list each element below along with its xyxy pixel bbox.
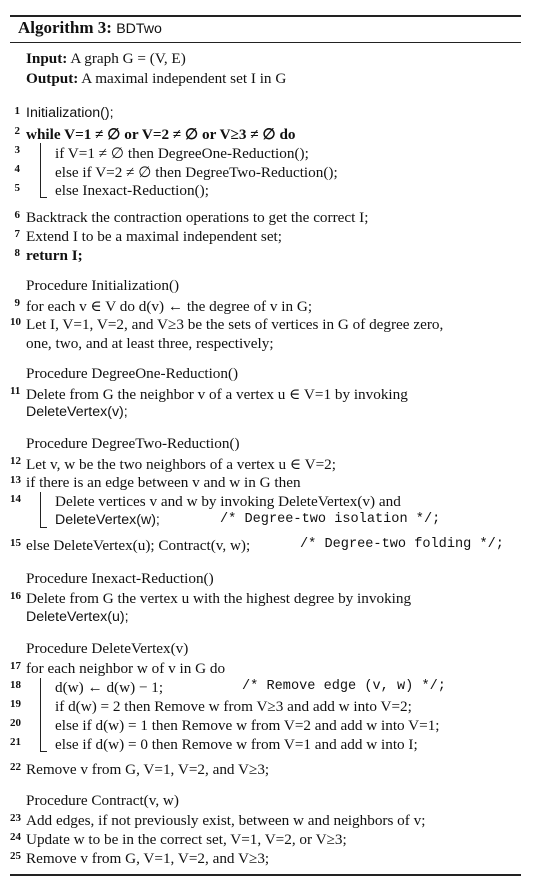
line-number: 7 <box>14 228 20 240</box>
line-text: Let I, V=1, V=2, and V≥3 be the sets of vertices in G of degree zero, <box>26 316 444 333</box>
line-text: return I; <box>26 247 83 264</box>
line-number: 9 <box>14 297 20 309</box>
line-text: Backtrack the contraction operations to get the correct I; <box>26 209 369 226</box>
line-text: if d(w) = 2 then Remove w from V≥3 and add w into V=2; <box>55 698 412 715</box>
line-text: if V=1 ≠ ∅ then DegreeOne-Reduction(); <box>55 145 309 162</box>
line-number: 19 <box>10 698 21 710</box>
line-number: 13 <box>10 474 21 486</box>
line-number: 25 <box>10 850 21 862</box>
for-block-bar <box>40 678 41 752</box>
procedure-header-text: Procedure DegreeOne-Reduction() <box>26 365 239 382</box>
bottom-rule <box>10 874 521 876</box>
line-number: 17 <box>10 660 21 672</box>
line-number: 10 <box>10 316 21 328</box>
line-number: 3 <box>14 144 20 156</box>
line-text: if there is an edge between v and w in G then <box>26 474 301 491</box>
output-line <box>26 70 286 88</box>
line-text: else if d(w) = 0 then Remove w from V=1 and add w into I; <box>55 736 418 753</box>
line-number: 4 <box>14 163 20 175</box>
line-text: Extend I to be a maximal independent set; <box>26 228 282 245</box>
line-number: 21 <box>10 736 21 748</box>
line-text: Initialization(); <box>26 105 114 121</box>
line-number: 16 <box>10 590 21 602</box>
comment-isolation: /* Degree-two isolation */; <box>220 512 441 527</box>
line-text: Remove v from G, V=1, V=2, and V≥3; <box>26 850 270 867</box>
line-text: else Inexact-Reduction(); <box>55 182 209 199</box>
line-number: 11 <box>10 385 21 397</box>
line-number: 6 <box>14 209 20 221</box>
procedure-initialization-header <box>26 277 179 295</box>
input-text: A graph G = (V, E) <box>70 50 186 67</box>
line-number: 22 <box>10 761 21 773</box>
procedure-inexact-header <box>26 570 214 588</box>
procedure-header-text: Procedure Contract(v, w) <box>26 792 179 809</box>
if-block-bar <box>40 492 41 528</box>
line-text: while V=1 ≠ ∅ or V=2 ≠ ∅ or V≥3 ≠ ∅ do <box>26 126 296 143</box>
line-number: 15 <box>10 537 21 549</box>
line-number: 20 <box>10 717 21 729</box>
line-text: DeleteVertex(u); <box>26 609 129 625</box>
comment-remove-edge: /* Remove edge (v, w) */; <box>242 679 446 694</box>
line-text: Add edges, if not previously exist, between w and neighbors of v; <box>26 812 426 829</box>
line-text: else if V=2 ≠ ∅ then DegreeTwo-Reduction(); <box>55 164 338 181</box>
line-text: Remove v from G, V=1, V=2, and V≥3; <box>26 761 270 778</box>
line-text: one, two, and at least three, respectively; <box>26 335 274 352</box>
title-rule <box>10 42 521 43</box>
procedure-delete-vertex-header <box>26 640 188 658</box>
line-text: else if d(w) = 1 then Remove w from V=2 and add w into V=1; <box>55 717 440 734</box>
line-number: 1 <box>14 105 20 117</box>
line-number: 8 <box>14 247 20 259</box>
algorithm-name: BDTwo <box>116 21 162 37</box>
line-text: d(w) ← d(w) − 1; <box>55 679 164 696</box>
line-number: 14 <box>10 493 21 505</box>
line-text: for each neighbor w of v in G do <box>26 660 226 677</box>
line-number: 23 <box>10 812 21 824</box>
procedure-degree-one-header <box>26 365 238 383</box>
output-label: Output: <box>26 70 79 87</box>
procedure-header-text: Procedure Initialization() <box>26 277 180 294</box>
comment-folding: /* Degree-two folding */; <box>300 537 504 552</box>
procedure-degree-two-header <box>26 435 240 453</box>
procedure-header-text: Procedure DeleteVertex(v) <box>26 640 189 657</box>
input-label: Input: <box>26 50 68 67</box>
output-text: A maximal independent set I in G <box>81 70 287 87</box>
line-text: Let v, w be the two neighbors of a vertex u ∈ V=2; <box>26 456 336 473</box>
line-text: Delete vertices v and w by invoking DeleteVertex(v) and <box>55 493 401 510</box>
procedure-contract-header <box>26 792 179 810</box>
top-rule <box>10 15 521 17</box>
line-text: DeleteVertex(w); <box>55 512 160 528</box>
procedure-header-text: Procedure Inexact-Reduction() <box>26 570 214 587</box>
line-number: 12 <box>10 455 21 467</box>
while-block-bar <box>40 143 41 198</box>
line-text: Delete from G the vertex u with the highest degree by invoking <box>26 590 412 607</box>
line-number: 5 <box>14 182 20 194</box>
line-text: DeleteVertex(v); <box>26 404 128 420</box>
line-number: 24 <box>10 831 21 843</box>
input-line <box>26 50 186 68</box>
algorithm-title <box>18 18 162 38</box>
line-number: 18 <box>10 679 21 691</box>
line-number: 2 <box>14 125 20 137</box>
line-text: Update w to be in the correct set, V=1, V=2, or V≥3; <box>26 831 347 848</box>
procedure-header-text: Procedure DegreeTwo-Reduction() <box>26 435 240 452</box>
line-text: else DeleteVertex(u); Contract(v, w); <box>26 537 251 554</box>
line-text: Delete from G the neighbor v of a vertex u ∈ V=1 by invoking <box>26 386 408 403</box>
algorithm-label: Algorithm 3: <box>18 18 112 37</box>
line-text: for each v ∈ V do d(v) ← the degree of v in G; <box>26 298 313 315</box>
